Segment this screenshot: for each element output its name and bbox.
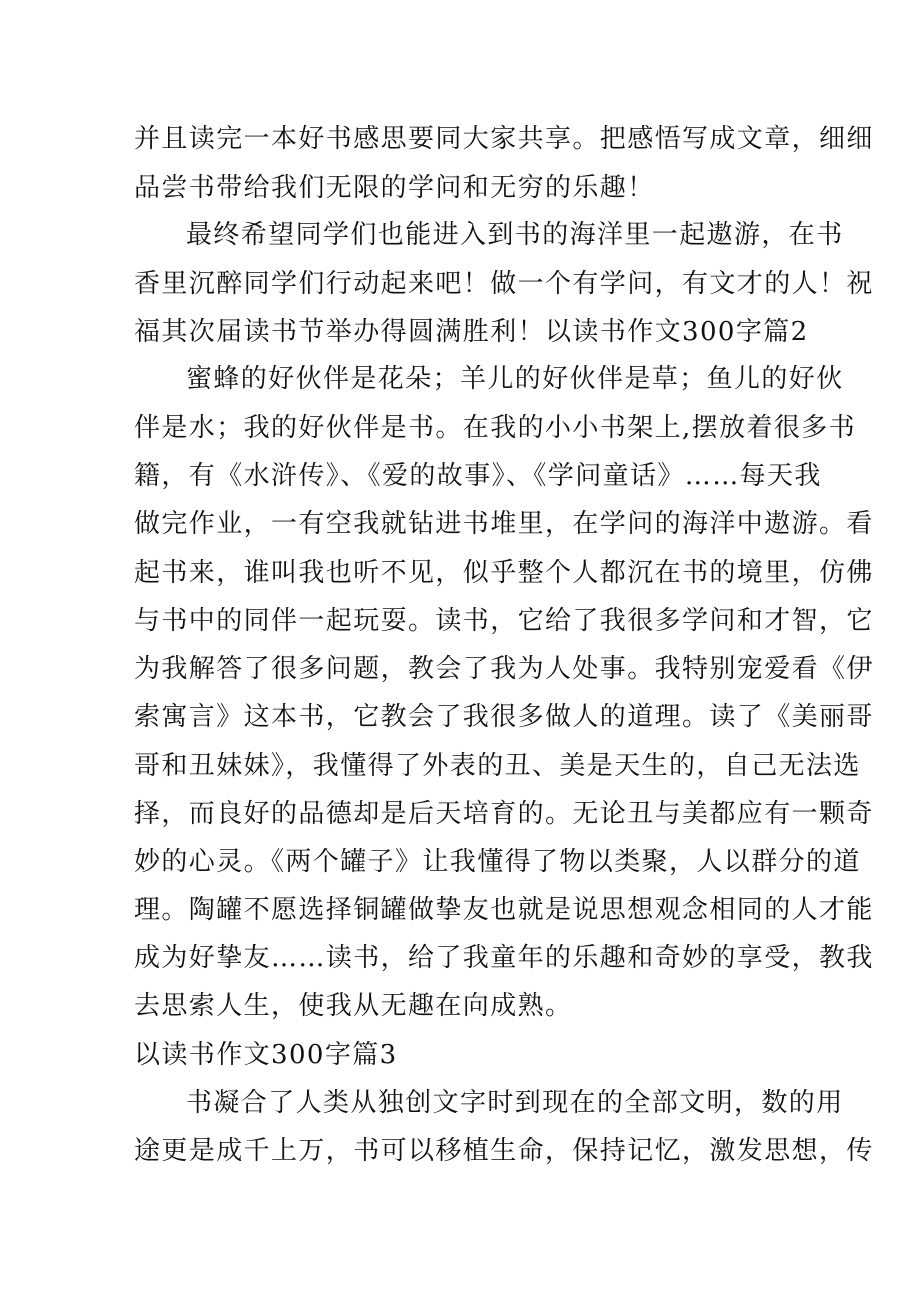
- text-line: 理。陶罐不愿选择铜罐做挚友也就是说思想观念相同的人才能: [134, 895, 874, 925]
- paragraph-start-line: 蜜蜂的好伙伴是花朵；羊儿的好伙伴是草；鱼儿的好伙: [186, 364, 844, 394]
- text-line: 哥和丑妹妹》，我懂得了外表的丑、美是天生的，自己无法选: [134, 751, 861, 781]
- text-line: 伴是水；我的好伙伴是书。在我的小小书架上,摆放着很多书: [134, 413, 857, 443]
- text-line: 起书来，谁叫我也听不见，似乎整个人都沉在书的境里，仿佛: [134, 558, 874, 588]
- text-line: 妙的心灵。《两个罐子》让我懂得了物以类聚，人以群分的道: [134, 847, 861, 877]
- text-line: 途更是成千上万，书可以移植生命，保持记忆，激发思想，传: [134, 1136, 874, 1166]
- text-line: 择，而良好的品德却是后天培育的。无论丑与美都应有一颗奇: [134, 799, 874, 829]
- text-line: 并且读完一本好书感思要同大家共享。把感悟写成文章，细细: [134, 124, 874, 154]
- section-heading: 以读书作文300字篇3: [134, 1040, 398, 1070]
- text-line: 成为好挚友……读书，给了我童年的乐趣和奇妙的享受，教我: [134, 943, 874, 973]
- text-line: 为我解答了很多问题，教会了我为人处事。我特别宠爱看《伊: [134, 654, 874, 684]
- text-line: 香里沉醉同学们行动起来吧！做一个有学问，有文才的人！祝: [134, 269, 874, 299]
- text-line: 福其次届读书节举办得圆满胜利！以读书作文300字篇2: [134, 317, 809, 347]
- text-line: 去思索人生，使我从无趣在向成熟。: [134, 991, 573, 1021]
- text-line: 籍，有《水浒传》、《爱的故事》、《学问童话》……每天我: [134, 461, 822, 491]
- text-line: 做完作业，一有空我就钻进书堆里，在学问的海洋中遨游。看: [134, 509, 874, 539]
- paragraph-start-line: 最终希望同学们也能进入到书的海洋里一起遨游，在书: [186, 220, 844, 250]
- text-line: 品尝书带给我们无限的学问和无穷的乐趣！: [134, 173, 655, 203]
- paragraph-start-line: 书凝合了人类从独创文字时到现在的全部文明，数的用: [186, 1088, 844, 1118]
- text-line: 索寓言》这本书，它教会了我很多做人的道理。读了《美丽哥: [134, 702, 874, 732]
- text-line: 与书中的同伴一起玩耍。读书，它给了我很多学问和才智，它: [134, 606, 874, 636]
